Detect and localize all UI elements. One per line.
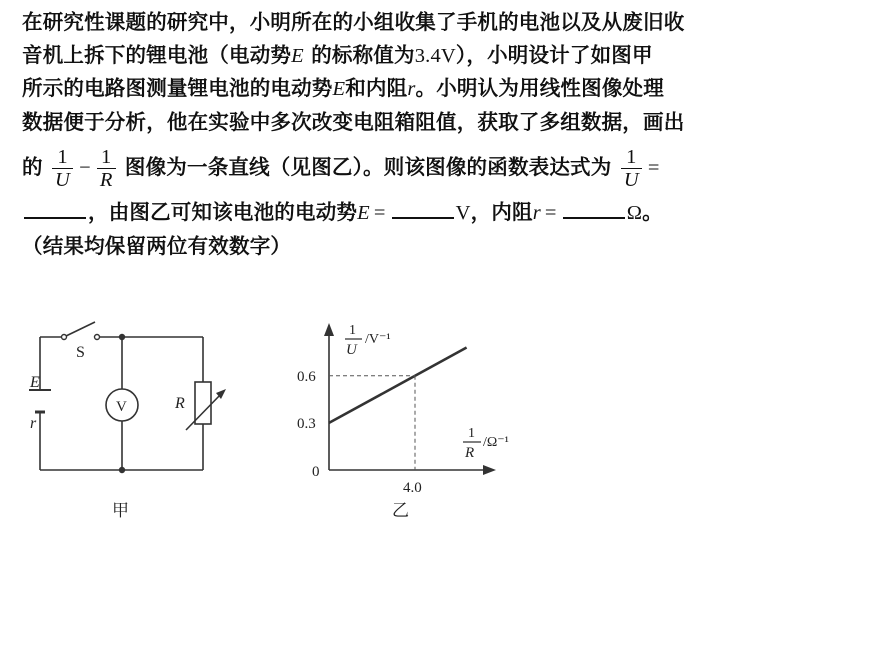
x-axis-unit: /Ω⁻¹ (483, 435, 509, 450)
text-line-5: 的 $\frac{1}{U}$ − $\frac{1}{R}$ 图像为一条直线（见图乙）。则该图像的函数表达式为 $\frac{1}{U}$ = (22, 146, 660, 191)
voltmeter-label: V (116, 399, 127, 415)
x-tick-label: 4.0 (403, 480, 422, 496)
x-axis-arrow (483, 465, 496, 475)
y-axis-label-den: U (346, 342, 357, 358)
fraction-1-over-R: $\frac{1}{R}$ (97, 146, 116, 191)
nominal-emf-value: 3.4V (414, 44, 456, 67)
emf-symbol: E (291, 44, 304, 67)
text-line-3: 所示的电路图测量锂电池的电动势E和内阻r。小明认为用线性图像处理 (22, 76, 664, 100)
y-axis-unit: /V⁻¹ (365, 332, 391, 347)
origin-label: 0 (312, 464, 320, 480)
text-line-4: 数据便于分析，他在实验中多次改变电阻箱阻值，获取了多组数据，画出 (22, 109, 685, 134)
text-line-7: （结果均保留两位有效数字） (22, 233, 292, 258)
y-tick-label: 0.3 (297, 415, 316, 432)
data-line (329, 348, 467, 423)
switch-label: S (76, 344, 85, 361)
resistor-label: R (175, 395, 185, 412)
circuit-caption: 甲 (112, 501, 129, 520)
y-tick-label: 0.6 (297, 368, 316, 385)
text-line-1: 在研究性课题的研究中，小明所在的小组收集了手机的电池以及从废旧收 (22, 10, 685, 34)
text-line-6: ，由图乙可知该电池的电动势E = V，内阻r = Ω。 (22, 196, 882, 230)
graph-caption: 乙 (392, 501, 409, 520)
fraction-1-over-U: $\frac{1}{U}$ (621, 146, 642, 191)
y-axis-label-num: 1 (349, 323, 356, 338)
y-axis-arrow (324, 323, 334, 336)
x-axis-label-den: R (465, 445, 475, 461)
x-axis-label-num: 1 (468, 426, 475, 441)
text-line-2: 音机上拆下的锂电池（电动势E 的标称值为3.4V），小明设计了如图甲 (22, 42, 653, 67)
internal-resistance-symbol: r (407, 78, 416, 100)
battery-emf-label: E (30, 374, 40, 391)
fraction-1-over-U: $\frac{1}{U}$ (52, 146, 73, 191)
emf-symbol: E (332, 78, 346, 100)
battery-resistance-label: r (30, 415, 37, 432)
